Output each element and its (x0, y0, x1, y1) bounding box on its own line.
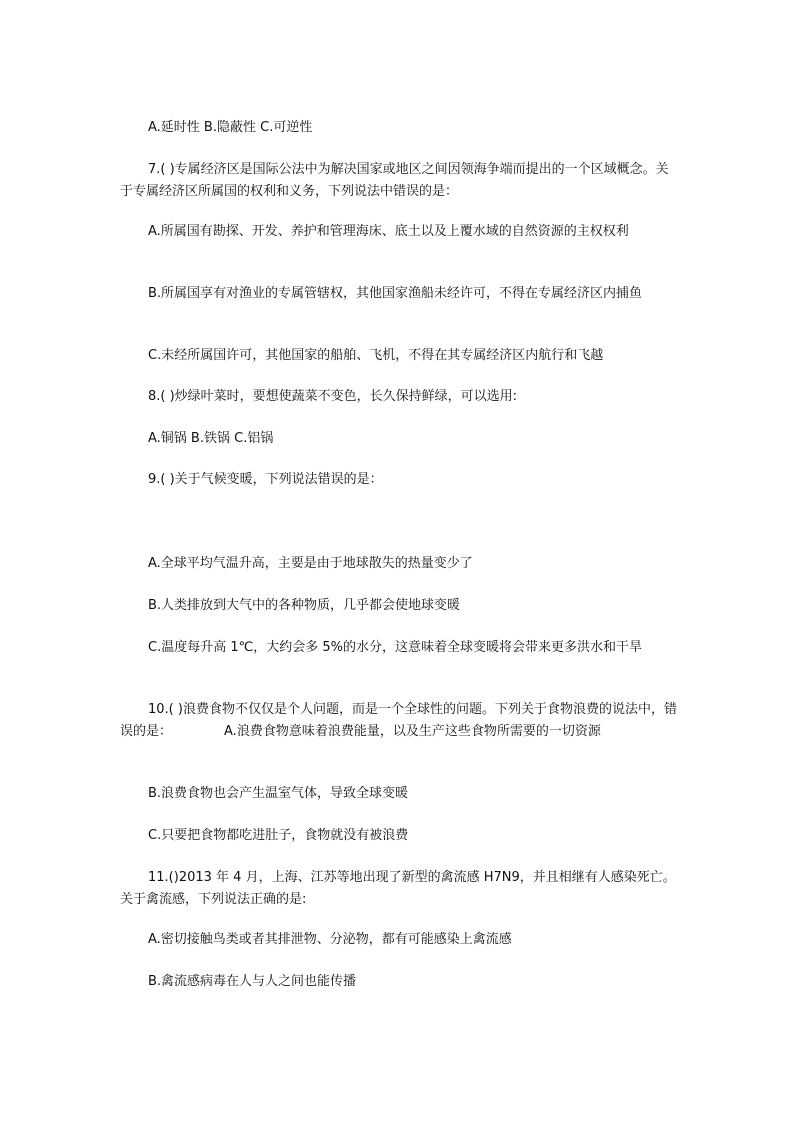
question-10-stem (120, 699, 680, 743)
question-7-option-a: A.所属国有勘探、开发、养护和管理海床、底土以及上覆水域的自然资源的主权权利 (148, 224, 629, 239)
question-10-option-a: A.浪费食物意味着浪费能量，以及生产这些食物所需要的一切资源 (224, 724, 601, 739)
question-10-stem-text: 10.( )浪费食物不仅仅是个人问题，而是一个全球性的问题。下列关于食物浪费的说法中，错误的是： (120, 702, 677, 739)
question-8-options: A.铜锅 B.铁锅 C.铝锅 (148, 431, 274, 446)
question-10-option-b: B.浪费食物也会产生温室气体，导致全球变暖 (148, 786, 409, 801)
question-7-stem: 7.( )专属经济区是国际公法中为解决国家或地区之间因领海争端而提出的一个区域概念。关于专属经济区所属国的权利和义务，下列说法中错误的是： (120, 162, 669, 199)
question-7-option-b: B.所属国享有对渔业的专属管辖权，其他国家渔船未经许可，不得在专属经济区内捕鱼 (148, 286, 643, 301)
question-9-option-a: A.全球平均气温升高，主要是由于地球散失的热量变少了 (148, 556, 473, 571)
question-7-option-c: C.未经所属国许可，其他国家的船舶、飞机，不得在其专属经济区内航行和飞越 (148, 348, 604, 363)
question-6-options: A.延时性 B.隐蔽性 C.可逆性 (148, 120, 313, 135)
question-9-option-c: C.温度每升高 1℃，大约会多 5%的水分，这意味着全球变暖将会带来更多洪水和干旱 (148, 640, 642, 655)
question-11-option-a: A.密切接触鸟类或者其排泄物、分泌物，都有可能感染上禽流感 (148, 932, 512, 947)
question-8-stem: 8.( )炒绿叶菜时，要想使蔬菜不变色，长久保持鲜绿，可以选用: (148, 389, 518, 404)
question-11-stem: 11.()2013 年 4 月，上海、江苏等地出现了新型的禽流感 H7N9，并且相继有人感染死亡。关于禽流感，下列说法正确的是: (120, 870, 676, 907)
question-9-option-b: B.人类排放到大气中的各种物质，几乎都会使地球变暖 (148, 598, 461, 613)
question-11-option-b: B.禽流感病毒在人与人之间也能传播 (148, 974, 357, 989)
question-10-option-c: C.只要把食物都吃进肚子，食物就没有被浪费 (148, 828, 409, 843)
question-9-stem: 9.( )关于气候变暖，下列说法错误的是： (148, 472, 383, 487)
